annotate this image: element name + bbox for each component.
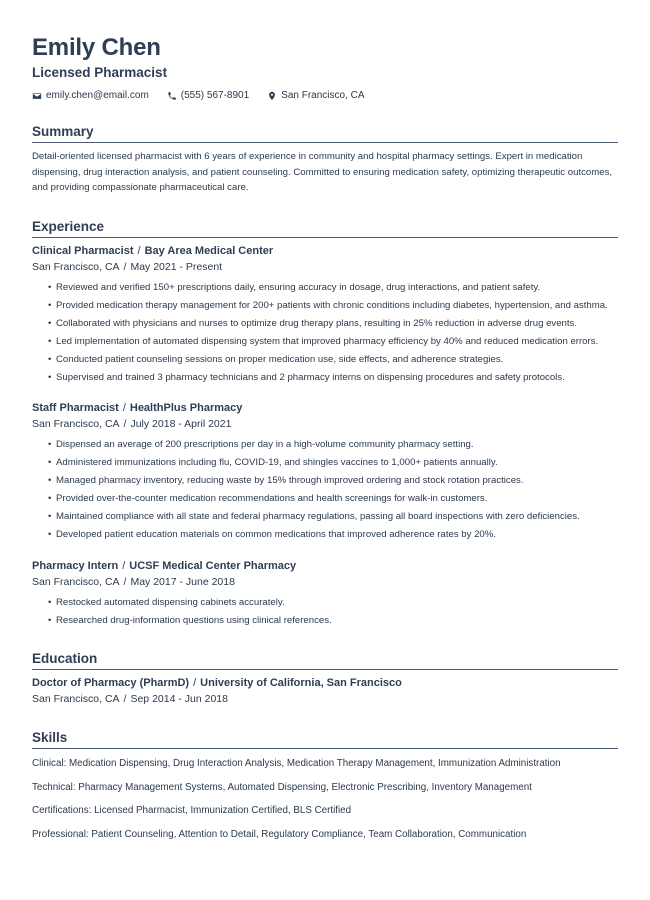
resume-header [32,34,618,101]
job-meta [32,417,618,432]
envelope-icon [32,91,42,101]
bullet-item: • Researched drug-information questions using clinical references. [48,613,618,629]
bullet-item: • Led implementation of automated dispensing system that improved pharmacy efficiency by 40% and reduced medication errors. [48,334,618,350]
separator: / [122,402,126,414]
degree: Doctor of Pharmacy (PharmD) [32,677,190,689]
skill-line: Certifications: Licensed Pharmacist, Immunization Certified, BLS Certified [32,805,352,816]
education-dates: Sep 2014 - Jun 2018 [130,693,228,705]
separator: / [123,693,127,705]
separator: / [193,677,197,689]
job-title [32,559,618,574]
job-meta [32,260,618,275]
bullet-item: • Managed pharmacy inventory, reducing waste by 15% through improved ordering and stock rotation practices. [48,473,618,489]
bullet-item: • Provided over-the-counter medication recommendations and health screenings for walk-in customers. [48,491,618,507]
separator: / [123,575,127,588]
bullet-item: • Administered immunizations including flu, COVID-19, and shingles vaccines to 1,000+ patients annually. [48,455,618,471]
job-entry [32,559,618,629]
job-bullets [32,437,618,543]
phone-text: (555) 567-8901 [180,90,250,101]
education-heading: Education [32,650,618,670]
candidate-name: Emily Chen [32,34,161,61]
job-title [32,401,618,416]
skills-heading: Skills [32,729,618,749]
contact-location [267,90,364,101]
job-title [32,244,618,259]
job-bullets [32,595,618,629]
bullet-item: • Developed patient education materials on common medications that improved adherence rates by 20%. [48,527,618,543]
job-location: San Francisco, CA [32,575,120,588]
skill-line: Clinical: Medication Dispensing, Drug Interaction Analysis, Medication Therapy Management, Immunization Administration [32,758,561,769]
contact-phone[interactable] [167,90,249,101]
job-org: UCSF Medical Center Pharmacy [129,559,297,572]
job-org: Bay Area Medical Center [144,244,274,257]
education-entry [32,676,618,707]
separator: / [123,418,127,430]
bullet-item: • Conducted patient counseling sessions on proper medication use, side effects, and adherence strategies. [48,352,618,368]
experience-section [32,218,618,629]
map-pin-icon [267,91,277,101]
job-meta [32,575,618,590]
bullet-item: • Supervised and trained 3 pharmacy technicians and 2 pharmacy interns on dispensing procedures and safety protocols. [48,370,618,386]
summary-section [32,123,618,196]
education-meta [32,692,618,707]
location-text: San Francisco, CA [281,90,365,101]
job-location: San Francisco, CA [32,260,120,273]
job-role: Pharmacy Intern [32,559,119,572]
job-bullets [32,280,618,386]
bullet-item: • Restocked automated dispensing cabinets accurately. [48,595,618,611]
job-org: HealthPlus Pharmacy [129,402,243,414]
bullet-item: • Provided medication therapy management for 200+ patients with chronic conditions including diabetes, hypertension, and asthma. [48,298,618,314]
education-section [32,650,618,707]
separator: / [137,244,141,257]
experience-heading: Experience [32,218,618,238]
candidate-title: Licensed Pharmacist [32,65,168,80]
contact-row [32,90,618,101]
education-location: San Francisco, CA [32,693,120,705]
school: University of California, San Francisco [200,677,402,689]
contact-email[interactable] [32,90,149,101]
bullet-item: • Maintained compliance with all state and federal pharmacy regulations, passing all board inspections with zero deficiencies. [48,509,618,525]
job-role: Staff Pharmacist [32,402,119,414]
skills-list [32,756,618,842]
phone-icon [167,91,177,101]
skill-line: Technical: Pharmacy Management Systems, Automated Dispensing, Electronic Prescribing, Inventory Management [32,781,532,793]
job-role: Clinical Pharmacist [32,244,134,257]
bullet-item: • Collaborated with physicians and nurses to optimize drug therapy plans, resulting in 25% reduction in adverse drug events. [48,316,618,332]
summary-heading: Summary [32,123,618,143]
job-location: San Francisco, CA [32,418,120,430]
skill-line: Professional: Patient Counseling, Attention to Detail, Regulatory Compliance, Team Collaboration, Communication [32,828,527,840]
job-entry [32,401,618,543]
skills-section [32,729,618,842]
separator: / [123,260,127,273]
separator: / [122,559,126,572]
bullet-item: • Dispensed an average of 200 prescriptions per day in a high-volume community pharmacy setting. [48,437,618,453]
summary-text: Detail-oriented licensed pharmacist with 6 years of experience in community and hospital pharmacy settings. Expert in medication dispensing, drug interaction analysis, and patient counseling. Committed to ensuring medication safety, optimizing therapeutic outcomes, and providing compassionate pharmaceutical care. [32,151,613,193]
job-dates: May 2017 - June 2018 [130,575,235,588]
bullet-item: • Reviewed and verified 150+ prescriptions daily, ensuring accuracy in dosage, drug interactions, and patient safety. [48,280,618,296]
email-text: emily.chen@email.com [46,90,149,101]
job-dates: July 2018 - April 2021 [130,418,232,430]
job-entry [32,244,618,386]
education-title [32,676,618,691]
job-dates: May 2021 - Present [130,260,223,273]
